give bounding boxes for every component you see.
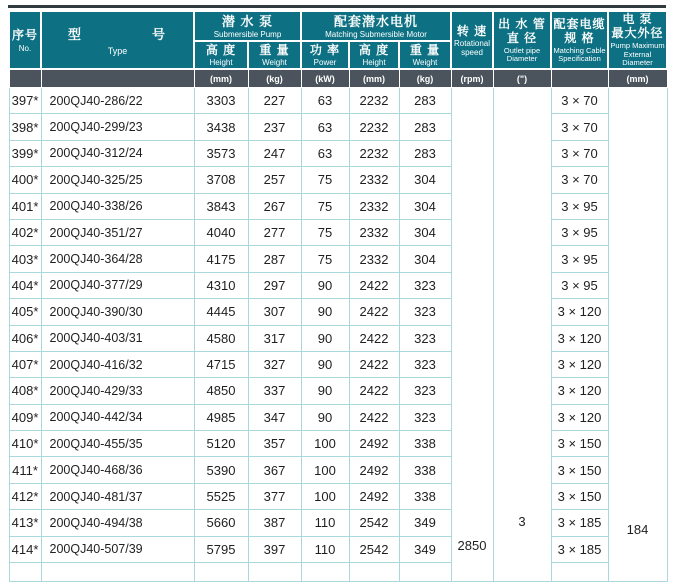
header-motor-height-zh: 高 度 (358, 43, 390, 57)
header-outlet-zh1: 出 水 管 (498, 16, 546, 31)
unit-pump-weight: (kg) (248, 69, 301, 88)
row-no-cell: 410* (9, 431, 41, 457)
table-row (9, 378, 667, 404)
header-motor-weight-en: Weight (412, 58, 438, 67)
header-motor-power-en: Power (313, 58, 337, 67)
pump-weight-cell: 297 (248, 272, 301, 298)
header-cable (551, 11, 608, 69)
row-no-cell: 404* (9, 272, 41, 298)
motor-weight-cell: 304 (399, 246, 451, 272)
model-cell: 200QJ40-416/32 (41, 351, 194, 377)
motor-weight-cell: 323 (399, 299, 451, 325)
pump-weight-cell: 277 (248, 219, 301, 245)
cable-spec-cell: 3 × 95 (551, 219, 608, 245)
header-cable-en2: Specification (558, 54, 601, 63)
motor-power-cell: 75 (301, 193, 349, 219)
header-no-en: No. (18, 43, 32, 53)
cable-spec-cell: 3 × 95 (551, 193, 608, 219)
row-no-cell: 401* (9, 193, 41, 219)
motor-height-cell: 2542 (349, 536, 399, 562)
unit-motor-weight: (kg) (399, 69, 451, 88)
partial-cell (194, 563, 248, 582)
pump-height-cell: 4985 (194, 404, 248, 430)
motor-power-cell: 100 (301, 431, 349, 457)
model-cell: 200QJ40-338/26 (41, 193, 194, 219)
header-group-motor (301, 11, 451, 41)
model-cell: 200QJ40-351/27 (41, 219, 194, 245)
pump-height-cell: 4850 (194, 378, 248, 404)
model-cell: 200QJ40-494/38 (41, 510, 194, 536)
partial-cell (301, 563, 349, 582)
header-group-motor-zh: 配套潜水电机 (333, 13, 418, 29)
motor-power-cell: 100 (301, 483, 349, 509)
header-motor-power-zh: 功 率 (309, 43, 341, 57)
motor-height-cell: 2332 (349, 193, 399, 219)
header-outlet-en2: Diameter (506, 54, 538, 63)
cable-spec-cell: 3 × 150 (551, 483, 608, 509)
pump-weight-cell: 237 (248, 114, 301, 140)
cable-spec-cell: 3 × 70 (551, 114, 608, 140)
header-outlet (493, 11, 551, 69)
cable-spec-cell: 3 × 150 (551, 431, 608, 457)
pump-height-cell: 5660 (194, 510, 248, 536)
row-no-cell: 408* (9, 378, 41, 404)
motor-height-cell: 2492 (349, 431, 399, 457)
diameter-merged-cell-value: 184 (626, 522, 649, 538)
motor-weight-cell: 349 (399, 510, 451, 536)
partial-cell (248, 563, 301, 582)
motor-weight-cell: 323 (399, 378, 451, 404)
motor-weight-cell: 304 (399, 167, 451, 193)
pump-height-cell: 5795 (194, 536, 248, 562)
cable-spec-cell: 3 × 120 (551, 378, 608, 404)
cable-spec-cell: 3 × 120 (551, 351, 608, 377)
motor-weight-cell: 304 (399, 193, 451, 219)
motor-height-cell: 2332 (349, 246, 399, 272)
motor-power-cell: 90 (301, 351, 349, 377)
motor-power-cell: 110 (301, 510, 349, 536)
motor-height-cell: 2542 (349, 510, 399, 536)
header-outlet-zh2: 直 径 (506, 30, 538, 45)
pump-weight-cell: 387 (248, 510, 301, 536)
motor-power-cell: 63 (301, 88, 349, 114)
row-no-cell: 409* (9, 404, 41, 430)
table-row (9, 272, 667, 298)
pump-height-cell: 3303 (194, 88, 248, 114)
row-no-cell: 411* (9, 457, 41, 483)
header-diameter (608, 11, 667, 69)
row-no-cell: 414* (9, 536, 41, 562)
header-pump-height-en: Height (209, 58, 233, 67)
cable-spec-cell: 3 × 120 (551, 299, 608, 325)
header-type-en: Type (107, 46, 128, 56)
unit-diameter: (mm) (608, 69, 667, 88)
cable-spec-cell: 3 × 120 (551, 404, 608, 430)
table-row (9, 88, 667, 114)
motor-height-cell: 2332 (349, 219, 399, 245)
outlet-merged-cell-value: 3 (518, 514, 526, 530)
table-row (9, 114, 667, 140)
motor-power-cell: 63 (301, 114, 349, 140)
model-cell: 200QJ40-299/23 (41, 114, 194, 140)
table-row (9, 299, 667, 325)
motor-power-cell: 90 (301, 404, 349, 430)
pump-height-cell: 5525 (194, 483, 248, 509)
partial-cell (41, 563, 194, 582)
speed-merged-cell-value: 2850 (457, 538, 487, 554)
model-cell: 200QJ40-390/30 (41, 299, 194, 325)
pump-weight-cell: 367 (248, 457, 301, 483)
row-no-cell: 402* (9, 219, 41, 245)
header-diameter-en1: Pump Maximum (610, 41, 665, 51)
table-row (9, 483, 667, 509)
header-pump-height (194, 41, 248, 69)
cable-spec-cell: 3 × 185 (551, 536, 608, 562)
motor-power-cell: 63 (301, 140, 349, 166)
table-row (9, 246, 667, 272)
motor-power-cell: 100 (301, 457, 349, 483)
header-motor-height-en: Height (362, 58, 386, 67)
row-no-cell: 399* (9, 140, 41, 166)
header-no (9, 11, 41, 69)
motor-weight-cell: 283 (399, 140, 451, 166)
pump-height-cell: 4445 (194, 299, 248, 325)
pump-height-cell: 4040 (194, 219, 248, 245)
header-speed-en: Rotational speed (453, 38, 491, 57)
table-row (9, 193, 667, 219)
pump-weight-cell: 247 (248, 140, 301, 166)
pump-height-cell: 4175 (194, 246, 248, 272)
model-cell: 200QJ40-429/33 (41, 378, 194, 404)
motor-height-cell: 2232 (349, 140, 399, 166)
table-row (9, 510, 667, 536)
cable-spec-cell: 3 × 70 (551, 88, 608, 114)
row-no-cell: 412* (9, 483, 41, 509)
pump-weight-cell: 317 (248, 325, 301, 351)
unit-type (41, 69, 194, 88)
model-cell: 200QJ40-507/39 (41, 536, 194, 562)
pump-weight-cell: 227 (248, 88, 301, 114)
motor-power-cell: 75 (301, 219, 349, 245)
header-motor-weight-zh: 重 量 (409, 43, 441, 57)
motor-power-cell: 90 (301, 325, 349, 351)
motor-power-cell: 90 (301, 299, 349, 325)
motor-height-cell: 2422 (349, 272, 399, 298)
cable-spec-cell: 3 × 120 (551, 325, 608, 351)
header-pump-weight-en: Weight (262, 58, 287, 67)
cable-spec-cell: 3 × 95 (551, 272, 608, 298)
header-cable-zh1: 配套电缆 (553, 16, 606, 31)
motor-weight-cell: 349 (399, 536, 451, 562)
motor-height-cell: 2492 (349, 457, 399, 483)
cable-spec-cell: 3 × 70 (551, 140, 608, 166)
motor-weight-cell: 304 (399, 219, 451, 245)
header-diameter-zh2: 最大外径 (611, 26, 664, 41)
header-cable-en1: Matching Cable (553, 45, 606, 55)
pump-weight-cell: 347 (248, 404, 301, 430)
pump-height-cell: 3438 (194, 114, 248, 140)
pump-weight-cell: 397 (248, 536, 301, 562)
model-cell: 200QJ40-481/37 (41, 483, 194, 509)
header-pump-weight (248, 41, 301, 69)
partial-cell (9, 563, 41, 582)
row-no-cell: 403* (9, 246, 41, 272)
header-no-zh: 序号 (11, 27, 38, 42)
table-row (9, 431, 667, 457)
motor-weight-cell: 323 (399, 404, 451, 430)
cable-spec-cell: 3 × 95 (551, 246, 608, 272)
motor-power-cell: 90 (301, 378, 349, 404)
cable-spec-cell: 3 × 150 (551, 457, 608, 483)
header-pump-height-zh: 高 度 (205, 43, 237, 57)
motor-height-cell: 2232 (349, 88, 399, 114)
model-cell: 200QJ40-286/22 (41, 88, 194, 114)
motor-weight-cell: 283 (399, 88, 451, 114)
unit-cable (551, 69, 608, 88)
motor-height-cell: 2232 (349, 114, 399, 140)
motor-height-cell: 2422 (349, 325, 399, 351)
pump-spec-table (8, 10, 668, 582)
pump-height-cell: 4580 (194, 325, 248, 351)
header-group-pump (194, 11, 301, 41)
header-motor-power (301, 41, 349, 69)
header-group-pump-zh: 潜 水 泵 (221, 13, 274, 29)
row-no-cell: 405* (9, 299, 41, 325)
partial-row (9, 563, 667, 582)
model-cell: 200QJ40-442/34 (41, 404, 194, 430)
unit-motor-power: (kW) (301, 69, 349, 88)
model-cell: 200QJ40-377/29 (41, 272, 194, 298)
table-body (9, 88, 667, 582)
table-row (9, 167, 667, 193)
header-motor-height (349, 41, 399, 69)
cable-spec-cell: 3 × 70 (551, 167, 608, 193)
pump-weight-cell: 327 (248, 351, 301, 377)
motor-height-cell: 2492 (349, 483, 399, 509)
row-no-cell: 406* (9, 325, 41, 351)
header-type-zh-right: 号 (151, 27, 165, 42)
pump-weight-cell: 267 (248, 193, 301, 219)
partial-cell (349, 563, 399, 582)
pump-weight-cell: 287 (248, 246, 301, 272)
pump-height-cell: 5390 (194, 457, 248, 483)
outlet-merged-cell (493, 88, 551, 582)
header-motor-weight (399, 41, 451, 69)
header-speed (451, 11, 493, 69)
motor-weight-cell: 338 (399, 457, 451, 483)
row-no-cell: 400* (9, 167, 41, 193)
pump-height-cell: 4715 (194, 351, 248, 377)
pump-weight-cell: 377 (248, 483, 301, 509)
table-row (9, 219, 667, 245)
motor-height-cell: 2422 (349, 351, 399, 377)
motor-weight-cell: 323 (399, 351, 451, 377)
motor-weight-cell: 323 (399, 272, 451, 298)
row-no-cell: 413* (9, 510, 41, 536)
pump-height-cell: 5120 (194, 431, 248, 457)
table-row (9, 404, 667, 430)
header-outlet-en1: Outlet pipe (503, 45, 541, 55)
partial-cell (399, 563, 451, 582)
header-pump-weight-zh: 重 量 (259, 43, 290, 57)
pump-weight-cell: 307 (248, 299, 301, 325)
model-cell: 200QJ40-403/31 (41, 325, 194, 351)
unit-pump-height: (mm) (194, 69, 248, 88)
unit-no (9, 69, 41, 88)
motor-power-cell: 75 (301, 246, 349, 272)
motor-weight-cell: 338 (399, 483, 451, 509)
table-row (9, 457, 667, 483)
pump-height-cell: 3708 (194, 167, 248, 193)
table-row (9, 325, 667, 351)
header-diameter-zh1: 电 泵 (622, 12, 653, 27)
model-cell: 200QJ40-325/25 (41, 167, 194, 193)
motor-weight-cell: 283 (399, 114, 451, 140)
row-no-cell: 398* (9, 114, 41, 140)
table-row (9, 351, 667, 377)
model-cell: 200QJ40-468/36 (41, 457, 194, 483)
pump-height-cell: 4310 (194, 272, 248, 298)
motor-power-cell: 110 (301, 536, 349, 562)
row-no-cell: 397* (9, 88, 41, 114)
speed-merged-cell (451, 88, 493, 582)
cable-spec-cell: 3 × 185 (551, 510, 608, 536)
row-no-cell: 407* (9, 351, 41, 377)
header-group-pump-en: Submersible Pump (213, 29, 282, 39)
units-row (9, 69, 667, 88)
model-cell: 200QJ40-455/35 (41, 431, 194, 457)
model-cell: 200QJ40-312/24 (41, 140, 194, 166)
motor-height-cell: 2332 (349, 167, 399, 193)
model-cell: 200QJ40-364/28 (41, 246, 194, 272)
motor-weight-cell: 323 (399, 325, 451, 351)
unit-outlet: (") (493, 69, 551, 88)
header-type (41, 11, 194, 69)
motor-power-cell: 90 (301, 272, 349, 298)
motor-height-cell: 2422 (349, 404, 399, 430)
pump-weight-cell: 257 (248, 167, 301, 193)
unit-speed: (rpm) (451, 69, 493, 88)
motor-weight-cell: 338 (399, 431, 451, 457)
unit-motor-height: (mm) (349, 69, 399, 88)
pump-height-cell: 3573 (194, 140, 248, 166)
header-diameter-en2: External Diameter (622, 49, 653, 68)
header-cable-zh2: 规 格 (564, 30, 595, 45)
table-row (9, 140, 667, 166)
motor-power-cell: 75 (301, 167, 349, 193)
motor-height-cell: 2422 (349, 378, 399, 404)
header-speed-zh: 转 速 (456, 23, 488, 38)
table-row (9, 536, 667, 562)
header-group-motor-en: Matching Submersible Motor (325, 29, 427, 39)
pump-weight-cell: 337 (248, 378, 301, 404)
motor-height-cell: 2422 (349, 299, 399, 325)
table-top-border (8, 5, 666, 8)
diameter-merged-cell (608, 88, 667, 582)
partial-cell (551, 563, 608, 582)
pump-weight-cell: 357 (248, 431, 301, 457)
header-type-zh-left: 型 (68, 27, 82, 42)
pump-height-cell: 3843 (194, 193, 248, 219)
